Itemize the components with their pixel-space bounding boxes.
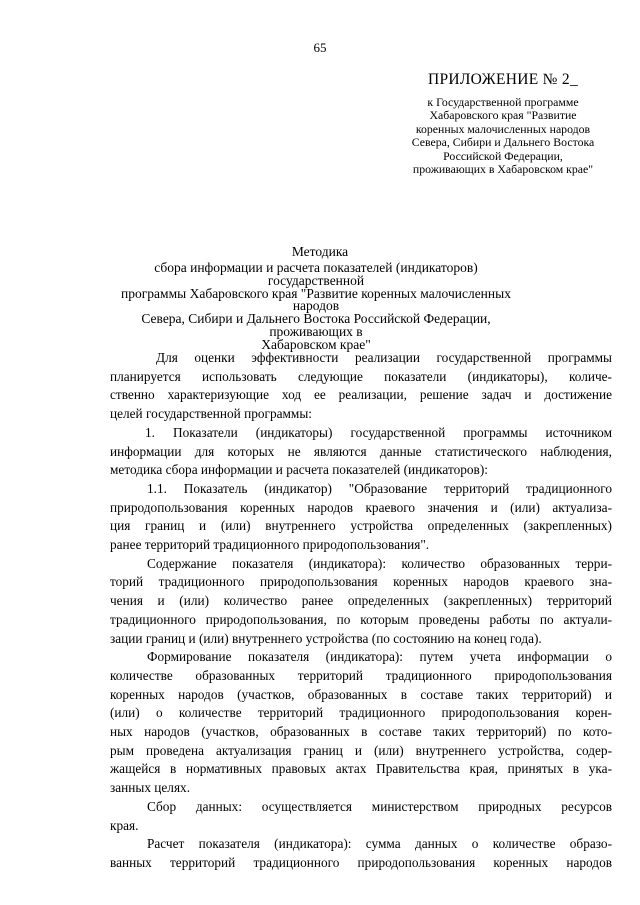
appendix-reference xyxy=(378,96,628,176)
body-line: Сбор данных: осуществляется министерством природных ресурсов xyxy=(147,798,612,814)
body-line: 1.1. Показатель (индикатор) "Образование территорий традиционного xyxy=(147,480,612,496)
appendix-header xyxy=(378,71,628,176)
body-line: коренных народов (участков, образованных в составе таких территорий) и xyxy=(110,686,612,702)
body-line: ванных территорий традиционного природопользования коренных народов xyxy=(110,854,612,870)
body-line: ственно характеризующие ход ее реализации, решение задач и достижение xyxy=(110,387,612,403)
body-line: занных целях. xyxy=(110,780,191,796)
appendix-ref-line: Хабаровского края "Развитие xyxy=(429,108,577,123)
body-line: количестве образованных территорий традиционного природопользования xyxy=(110,667,612,683)
body-line: информации для которых не являются данные статистического наблюдения, xyxy=(110,443,612,459)
appendix-ref-line: коренных малочисленных народов xyxy=(415,121,591,136)
body-line: жащейся в нормативных правовых актах Правительства края, принятых в ука- xyxy=(110,761,612,777)
body-line: ранее территорий традиционного природопользования". xyxy=(110,537,430,553)
appendix-ref-line: проживающих в Хабаровском крае" xyxy=(412,162,594,177)
body-line: чения и (или) количество ранее определенных (закрепленных) территорий xyxy=(110,593,612,609)
body-line: Содержание показателя (индикатора): количество образованных терри- xyxy=(147,555,612,571)
body-line: края. xyxy=(110,817,139,833)
body-line: Формирование показателя (индикатора): путем учета информации о xyxy=(147,649,612,665)
body-line: Для оценки эффективности реализации государственной программы xyxy=(156,350,612,365)
page-number: 65 xyxy=(313,40,327,55)
body-line: природопользования коренных народов краевого значения и (или) актуализа- xyxy=(110,499,612,515)
body-line: (или) о количестве территорий традиционного природопользования корен- xyxy=(110,705,612,721)
body-text xyxy=(110,349,612,873)
body-line: ных народов (участков, образованных в составе таких территорий) по кото- xyxy=(110,724,612,740)
subtitle-line: программы Хабаровского края "Развитие коренных малочисленных народов xyxy=(121,285,511,314)
appendix-ref-line: Севера, Сибири и Дальнего Востока xyxy=(411,135,595,150)
body-line: планируется использовать следующие показатели (индикаторы), количе- xyxy=(110,368,612,384)
body-line: 1. Показатели (индикаторы) государственной программы источником xyxy=(145,424,612,440)
subtitle-line: Севера, Сибири и Дальнего Востока Российской Федерации, проживающих в xyxy=(141,311,491,339)
appendix-ref-line: Российской Федерации, xyxy=(443,148,563,163)
body-line: торий традиционного природопользования коренных народов краевого зна- xyxy=(110,574,612,590)
body-line: ция границ и (или) внутреннего устройства определенных (закрепленных) xyxy=(110,518,612,534)
body-line: методика сбора информации и расчета показателей (индикаторов): xyxy=(110,462,488,478)
body-line: традиционного природопользования, по которым проведены работы по актуали- xyxy=(110,611,612,627)
body-line: рым проведена актуализация границ и (или) внутреннего устройства, содер- xyxy=(110,742,612,758)
appendix-title: ПРИЛОЖЕНИЕ № 2_ xyxy=(427,71,579,88)
subtitle-line: сбора информации и расчета показателей (индикаторов) государственной xyxy=(154,260,478,288)
document-title: Методика xyxy=(291,244,349,259)
body-line: целей государственной программы: xyxy=(110,406,312,422)
body-line: зации границ и (или) внутреннего устройства (по состоянию на конец года). xyxy=(110,630,542,646)
subtitle-line: Хабаровском крае" xyxy=(261,336,371,352)
body-line: Расчет показателя (индикатора): сумма данных о количестве образо- xyxy=(147,836,612,852)
document-subtitle xyxy=(110,262,522,352)
appendix-ref-line: к Государственной программе xyxy=(427,95,579,109)
